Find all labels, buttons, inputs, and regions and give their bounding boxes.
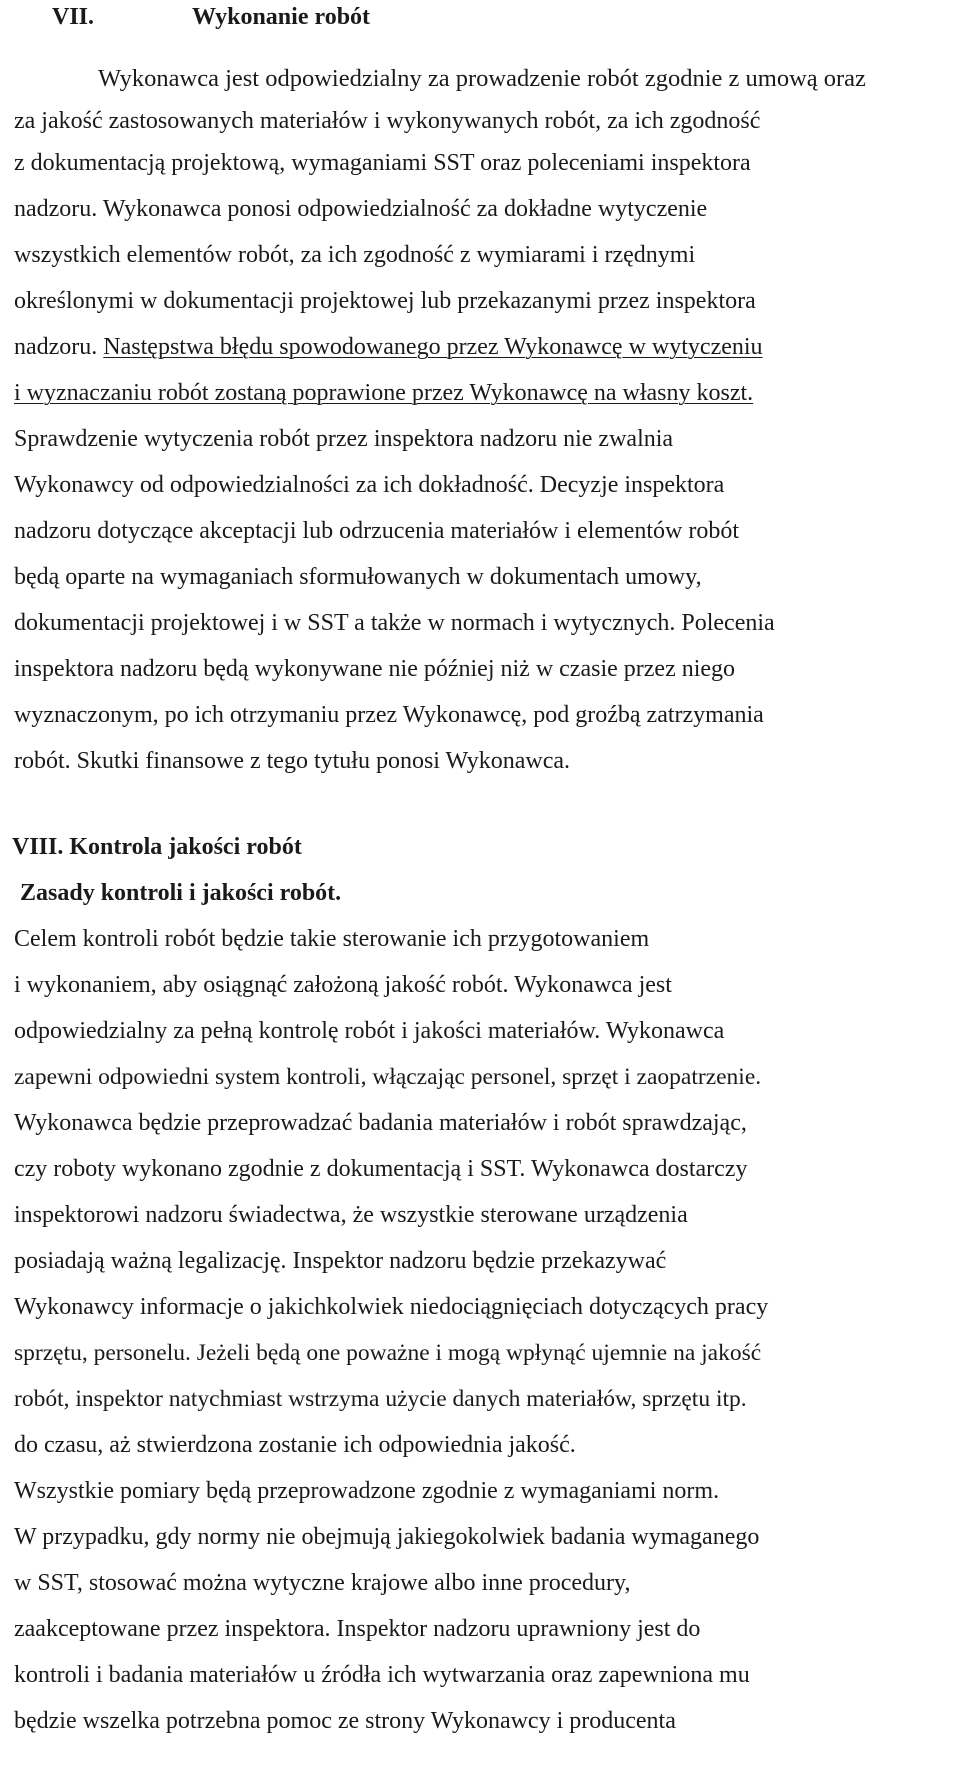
paragraph-line: kontroli i badania materiałów u źródła ich wytwarzania oraz zapewniona mu [14,1662,750,1688]
paragraph-line: będzie wszelka potrzebna pomoc ze strony Wykonawcy i producenta [14,1708,676,1734]
paragraph-line: Wszystkie pomiary będą przeprowadzone zgodnie z wymaganiami norm. [14,1478,720,1504]
section-7-heading [52,2,371,32]
paragraph-line: sprzętu, personelu. Jeżeli będą one poważne i mogą wpłynąć ujemnie na jakość [14,1340,762,1366]
paragraph-line: będą oparte na wymaganiach sformułowanych w dokumentach umowy, [14,564,702,590]
paragraph-line: wyznaczonym, po ich otrzymaniu przez Wykonawcę, pod groźbą zatrzymania [14,702,764,728]
paragraph-line: inspektora nadzoru będą wykonywane nie później niż w czasie przez niego [14,656,736,682]
paragraph-line: Wykonawca będzie przeprowadzać badania materiałów i robót sprawdzając, [14,1110,747,1136]
paragraph-line: w SST, stosować można wytyczne krajowe albo inne procedury, [14,1570,631,1596]
line-plain-text: nadzoru. [14,334,104,360]
paragraph-line: wszystkich elementów robót, za ich zgodność z wymiarami i rzędnymi [14,242,696,268]
paragraph-line: nadzoru dotyczące akceptacji lub odrzucenia materiałów i elementów robót [14,518,740,544]
paragraph-line: Wykonawcy od odpowiedzialności za ich dokładność. Decyzje inspektora [14,472,725,498]
underlined-text: i wyznaczaniu robót zostaną poprawione przez Wykonawcę na własny koszt. [14,380,754,406]
section-8-number: VIII. [12,834,64,860]
paragraph-line: za jakość zastosowanych materiałów i wykonywanych robót, za ich zgodność [14,108,761,134]
section-7-title: Wykonanie robót [192,4,371,30]
paragraph-line: odpowiedzialny za pełną kontrolę robót i jakości materiałów. Wykonawca [14,1018,725,1044]
paragraph-line: Celem kontroli robót będzie takie sterowanie ich przygotowaniem [14,926,650,952]
paragraph-line [14,378,753,408]
paragraph-line: czy roboty wykonano zgodnie z dokumentacją i SST. Wykonawca dostarczy [14,1156,748,1182]
paragraph-line: dokumentacji projektowej i w SST a także w normach i wytycznych. Polecenia [14,610,775,636]
paragraph-line: określonymi w dokumentacji projektowej lub przekazanymi przez inspektora [14,288,756,314]
paragraph-line: posiadają ważną legalizację. Inspektor nadzoru będzie przekazywać [14,1248,667,1274]
section-8-heading [12,832,302,862]
underlined-text: Następstwa błędu spowodowanego przez Wykonawcę w wytyczeniu [103,334,763,360]
section-8-subtitle: Zasady kontroli i jakości robót. [20,880,342,906]
paragraph-line: do czasu, aż stwierdzona zostanie ich odpowiednia jakość. [14,1432,576,1458]
section-7-number: VII. [52,4,95,30]
paragraph-line: Wykonawcy informacje o jakichkolwiek niedociągnięciach dotyczących pracy [14,1294,769,1320]
section-8-title: Kontrola jakości robót [69,834,302,860]
paragraph-line: zaakceptowane przez inspektora. Inspektor nadzoru uprawniony jest do [14,1616,701,1642]
paragraph-line: Sprawdzenie wytyczenia robót przez inspektora nadzoru nie zwalnia [14,426,674,452]
paragraph-line: z dokumentacją projektową, wymaganiami SST oraz poleceniami inspektora [14,150,751,176]
paragraph-line: inspektorowi nadzoru świadectwa, że wszystkie sterowane urządzenia [14,1202,688,1228]
paragraph-line: robót, inspektor natychmiast wstrzyma użycie danych materiałów, sprzętu itp. [14,1386,747,1412]
paragraph-line: robót. Skutki finansowe z tego tytułu ponosi Wykonawca. [14,748,571,774]
paragraph-line: zapewni odpowiedni system kontroli, włączając personel, sprzęt i zaopatrzenie. [14,1064,762,1090]
paragraph-line: W przypadku, gdy normy nie obejmują jakiegokolwiek badania wymaganego [14,1524,760,1550]
paragraph-line: nadzoru. Wykonawca ponosi odpowiedzialność za dokładne wytyczenie [14,196,708,222]
paragraph-line [14,332,763,362]
paragraph-line: Wykonawca jest odpowiedzialny za prowadzenie robót zgodnie z umową oraz [98,65,866,92]
paragraph-line: i wykonaniem, aby osiągnąć założoną jakość robót. Wykonawca jest [14,972,672,998]
